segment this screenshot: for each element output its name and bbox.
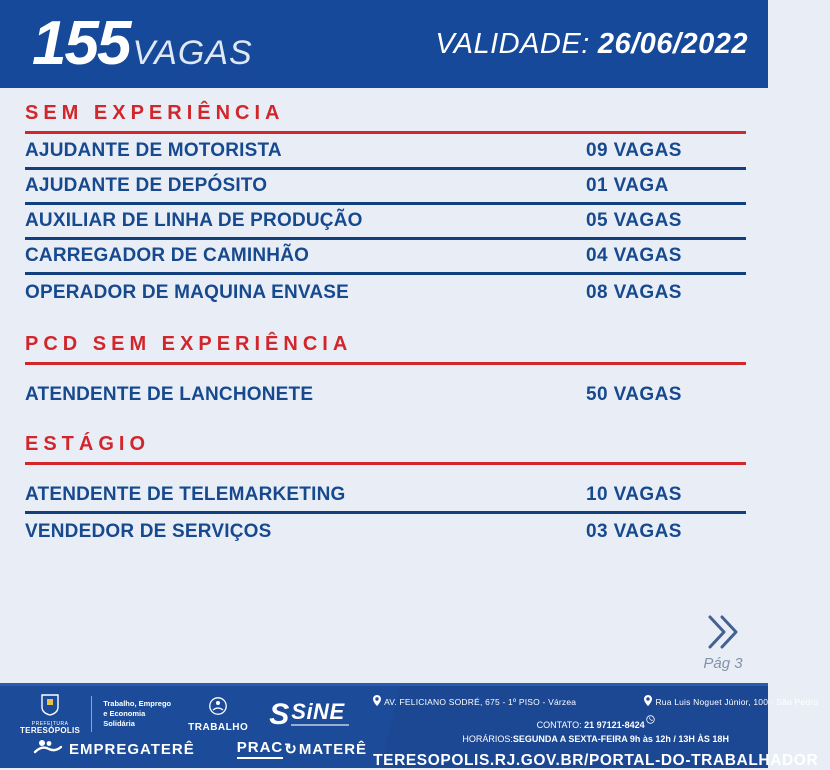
footer-logos (0, 686, 367, 768)
table-row (25, 479, 746, 514)
circular-arrow-icon: ↻ (284, 741, 298, 758)
vacancy-count: 155 (32, 9, 130, 78)
handshake-icon (34, 739, 62, 760)
divider (91, 696, 92, 732)
prefeitura-name: TERESÓPOLIS (20, 725, 81, 735)
job-count: 04 VAGAS (586, 245, 682, 266)
job-count: 08 VAGAS (586, 281, 682, 303)
section-estagio (25, 433, 746, 549)
job-title: VENDEDOR DE SERVIÇOS (25, 520, 272, 542)
section-heading: ESTÁGIO (25, 433, 746, 465)
emblem-icon (208, 696, 228, 721)
table-row (25, 205, 746, 240)
section-sem-experiencia (25, 102, 746, 310)
footer-bar (0, 683, 819, 769)
portal-url: TERESOPOLIS.RJ.GOV.BR/PORTAL-DO-TRABALHADOR (373, 752, 819, 769)
section-heading: SEM EXPERIÊNCIA (25, 102, 746, 134)
job-count: 03 VAGAS (586, 520, 682, 542)
contact-label: CONTATO: (536, 720, 585, 730)
job-title: ATENDENTE DE LANCHONETE (25, 383, 314, 405)
job-count: 01 VAGA (586, 175, 669, 196)
job-count: 09 VAGAS (586, 140, 682, 161)
hours-line (373, 734, 818, 744)
pracimatere-prefix: PRAC (237, 739, 284, 759)
sine-swoosh-icon: S (269, 697, 290, 731)
header-bar (0, 0, 768, 88)
whatsapp-icon (646, 715, 655, 726)
sine-label: SiNE (291, 698, 345, 724)
job-list (0, 88, 768, 549)
location-pin-icon (644, 695, 652, 708)
job-title: ATENDENTE DE TELEMARKETING (25, 484, 346, 505)
sine-logo (269, 697, 349, 731)
teresopolis-prefeitura-logo (20, 693, 80, 735)
hours-label: HORÁRIOS: (462, 734, 513, 744)
empregatere-label: EMPREGATERÊ (69, 740, 195, 758)
next-page-control[interactable] (694, 612, 752, 672)
job-count: 50 VAGAS (586, 383, 682, 405)
job-title: AJUDANTE DE MOTORISTA (25, 140, 282, 161)
table-row (25, 240, 746, 275)
contact-number: 21 97121-8424 (584, 720, 645, 730)
address-2-text: Rua Luis Noguet Júnior, 100 - São Pedro (655, 696, 819, 707)
crest-icon (39, 693, 61, 722)
vacancy-count-group (32, 9, 253, 78)
job-title: AUXILIAR DE LINHA DE PRODUÇÃO (25, 210, 363, 231)
contact-line (373, 715, 818, 730)
section-heading: PCD SEM EXPERIÊNCIA (25, 333, 746, 365)
section-pcd-sem-experiencia (25, 333, 746, 412)
page-number-label: Pág 3 (703, 655, 743, 672)
table-row (25, 514, 746, 549)
prefeitura-label: PREFEITURA (31, 720, 69, 727)
footer-contact (367, 686, 830, 768)
hours-time: 9h às 12h / 13H ÀS 18H (627, 734, 729, 744)
trabalho-logo (188, 696, 248, 733)
validity-group (435, 28, 752, 61)
table-row (25, 275, 746, 310)
empregatere-logo (34, 739, 195, 760)
table-row (25, 377, 746, 412)
table-row (25, 135, 746, 170)
pracimatere-logo (237, 739, 367, 759)
chevron-right-double-icon (702, 639, 744, 656)
sine-subtitle-bar (291, 724, 349, 726)
address-1 (373, 695, 576, 708)
trabalho-label: TRABALHO (188, 721, 249, 733)
pracimatere-suffix: MATERÊ (298, 740, 368, 758)
table-row (25, 170, 746, 205)
validity-date: 26/06/2022 (597, 27, 748, 60)
address-2 (644, 695, 818, 708)
vacancy-count-label: VAGAS (132, 34, 253, 72)
job-title: OPERADOR DE MAQUINA ENVASE (25, 281, 350, 303)
department-label: Trabalho, Emprego e Economia Solidária (103, 699, 172, 728)
job-count: 10 VAGAS (586, 484, 682, 505)
job-title: CARREGADOR DE CAMINHÃO (25, 245, 310, 266)
job-count: 05 VAGAS (586, 210, 682, 231)
location-pin-icon (373, 695, 381, 708)
hours-days: SEGUNDA A SEXTA-FEIRA (512, 734, 628, 744)
address-1-text: AV. FELICIANO SODRÉ, 675 - 1º PISO - Várzea (384, 696, 577, 707)
validity-label: VALIDADE: (435, 27, 590, 60)
job-title: AJUDANTE DE DEPÓSITO (25, 175, 268, 196)
